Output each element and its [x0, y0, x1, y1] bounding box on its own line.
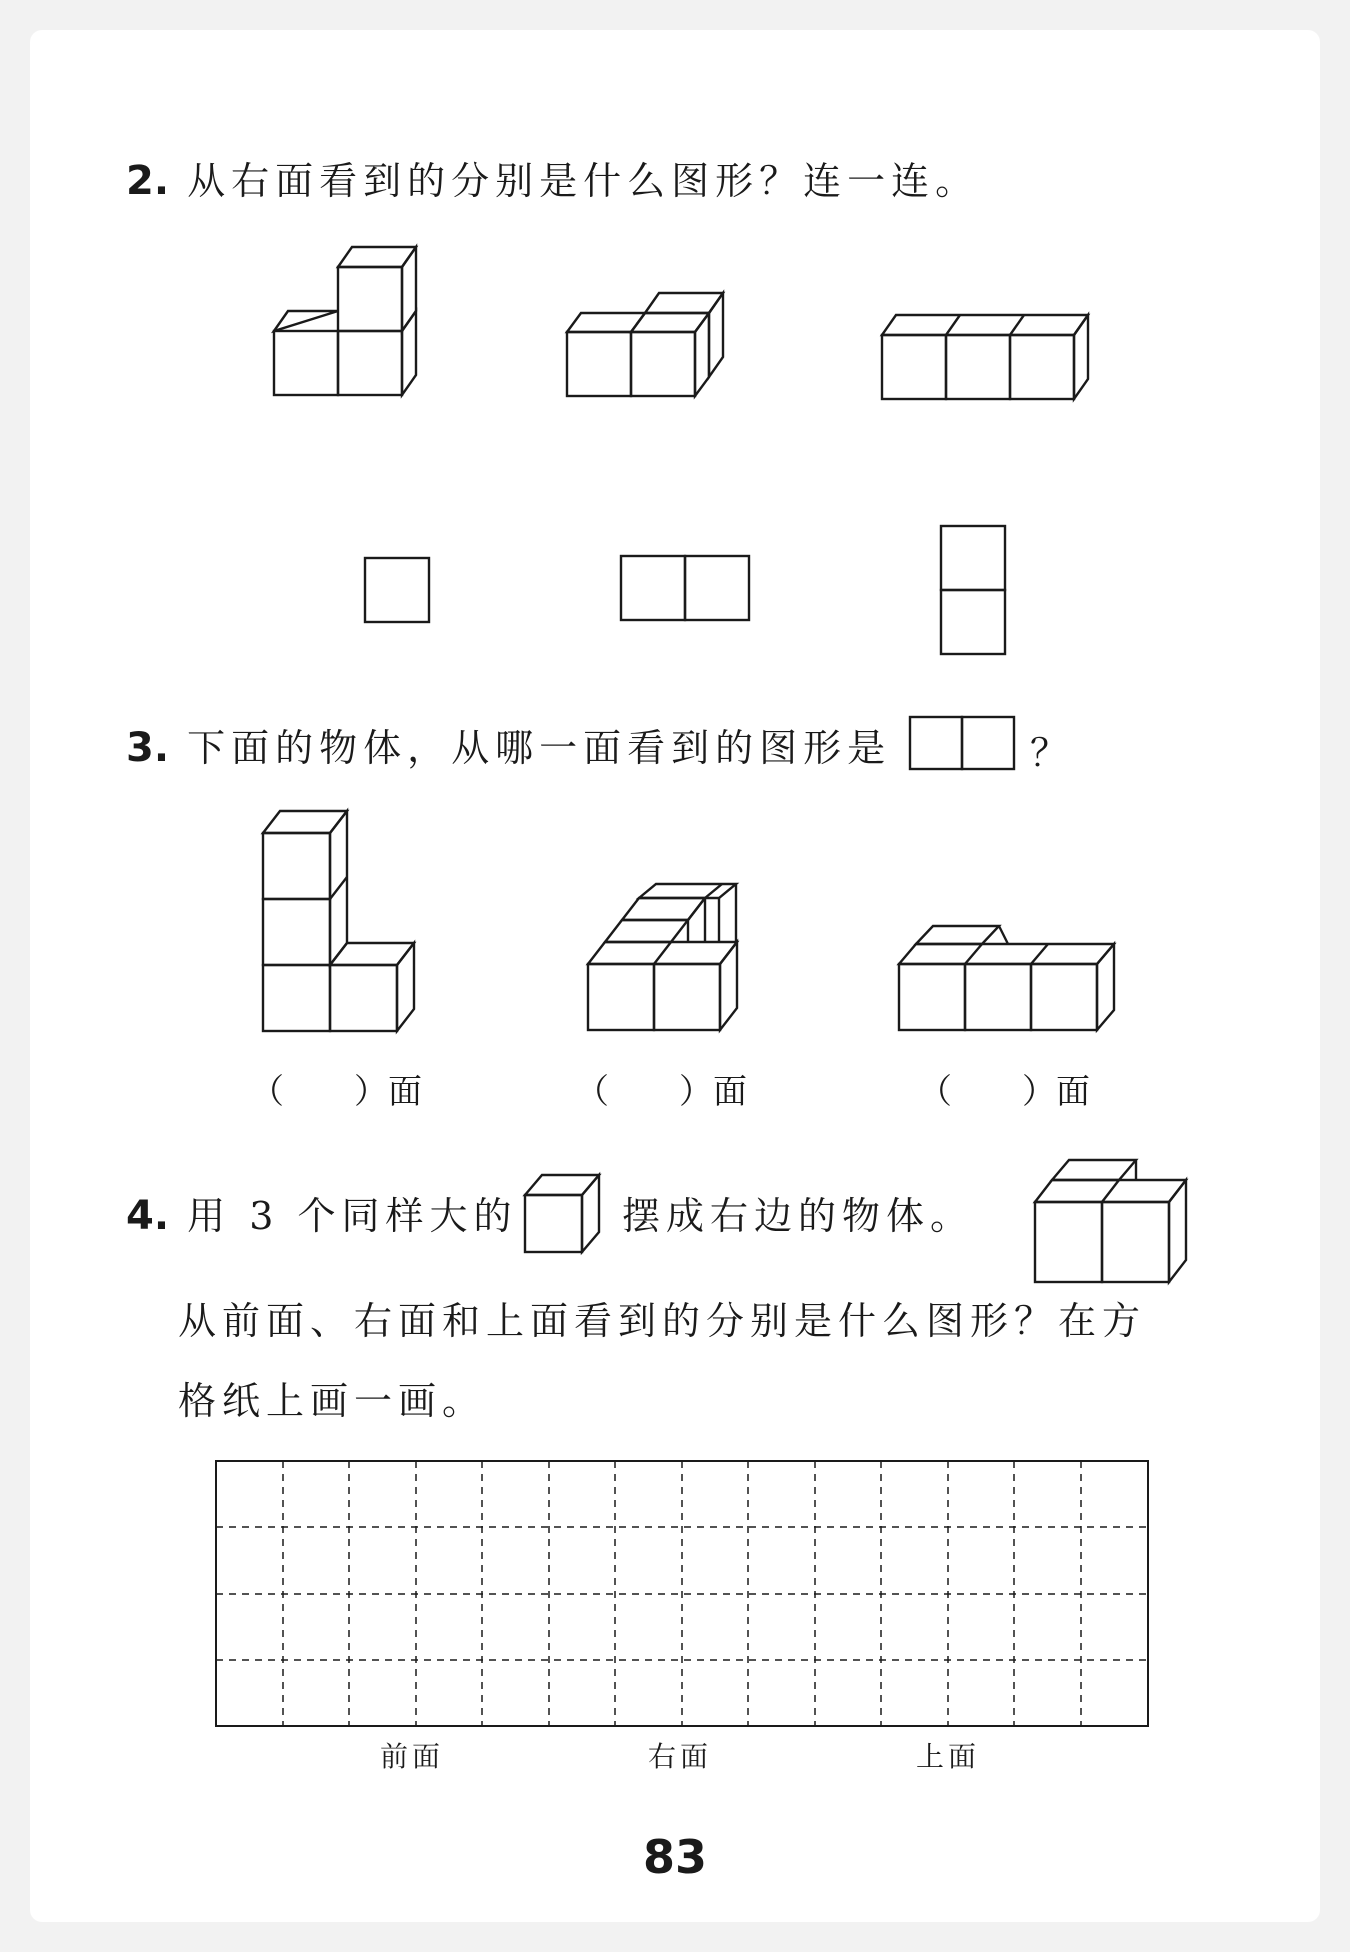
q4-line-2: 从前面、右面和上面看到的分别是什么图形？在方 [178, 1299, 1147, 1343]
q3-answer-2-close: ）面 [679, 1072, 747, 1112]
grid-label-right: 右面 [648, 1740, 713, 1773]
q4-single-cube [525, 1175, 599, 1252]
q4-text-b: 摆成右边的物体。 [622, 1194, 975, 1238]
q3-answer-3-open: （ [918, 1072, 952, 1112]
q3-answer-3[interactable] [918, 1064, 1090, 1113]
q2-view-single-square[interactable] [365, 558, 429, 622]
q2-number: 2. [126, 158, 170, 204]
q2-object-1 [274, 247, 416, 395]
q4-object [1035, 1160, 1186, 1282]
q3-answer-1-open: （ [250, 1072, 284, 1112]
q3-number: 3. [126, 725, 170, 771]
q3-target-shape [910, 717, 1014, 769]
q2-object-3 [882, 315, 1088, 399]
grid-label-top: 上面 [916, 1740, 981, 1773]
q4-line-3: 格纸上画一画。 [178, 1379, 487, 1423]
q3-answer-3-close: ）面 [1022, 1072, 1090, 1112]
q3-question-mark: ？ [1030, 731, 1075, 775]
q3-answer-2[interactable] [575, 1064, 747, 1113]
q3-object-3 [899, 926, 1114, 1030]
q4-grid-paper[interactable] [216, 1461, 1148, 1726]
q3-object-1 [263, 811, 414, 1031]
grid-label-front: 前面 [380, 1740, 445, 1773]
q2-object-2 [567, 293, 723, 396]
q3-answer-1[interactable] [250, 1064, 422, 1113]
q3-answer-2-open: （ [575, 1072, 609, 1112]
q2-view-two-horizontal[interactable] [621, 556, 749, 620]
q4-text-a: 用 3 个同样大的 [187, 1194, 518, 1238]
q3-object-2 [588, 884, 737, 1030]
q3-answer-1-close: ）面 [354, 1072, 422, 1112]
q3-prompt [126, 717, 891, 772]
q4-prompt-a [126, 1185, 517, 1240]
page-number: 83 [642, 1830, 707, 1884]
q2-view-two-vertical[interactable] [941, 526, 1005, 654]
q3-text: 下面的物体，从哪一面看到的图形是 [187, 726, 892, 770]
q2-text: 从右面看到的分别是什么图形？连一连。 [187, 159, 980, 203]
q4-number: 4. [126, 1193, 170, 1239]
